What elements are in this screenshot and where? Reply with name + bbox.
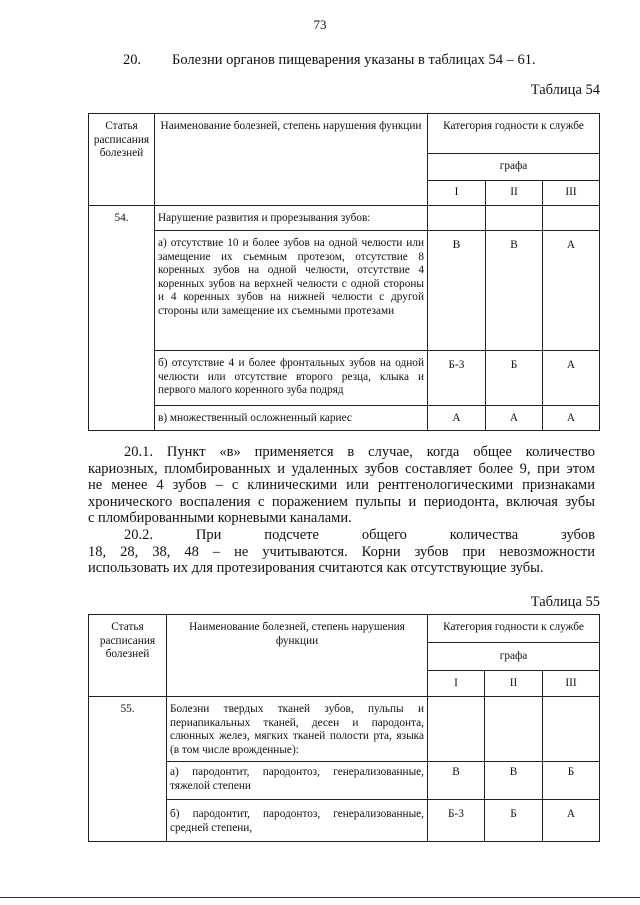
note-20-1-line: хронического воспаления с поражением пульпы и периодонта, включая зубы: [88, 493, 595, 510]
row-cat-1: В: [428, 762, 485, 800]
header-category: Категория годности к службе: [428, 114, 600, 154]
header-disease-name: Наименование болезней, степень нарушения функции: [155, 114, 428, 206]
table-row: [89, 697, 600, 762]
header-col-1: I: [428, 671, 485, 697]
row-cat-1: Б-3: [428, 800, 485, 842]
note-20-1: [88, 444, 595, 527]
note-20-2-line: 18, 28, 38, 48 – не учитываются. Корни зубов при невозможности: [88, 543, 595, 560]
table-55: [88, 614, 600, 842]
table-54-caption: Таблица 54: [530, 82, 600, 98]
header-col-3: III: [543, 181, 600, 206]
row-cat-1: [428, 206, 486, 231]
article-number: 55.: [89, 697, 167, 842]
note-20-1-line: кариозных, пломбированных и удаленных зубов составляет более 9, при этом: [88, 460, 595, 477]
header-disease-name: Наименование болезней, степень нарушения функции: [167, 615, 428, 697]
note-20-1-line: с пломбированными корневыми каналами.: [88, 510, 352, 526]
row-desc: Нарушение развития и прорезывания зубов:: [155, 206, 428, 231]
header-col-2: II: [485, 671, 543, 697]
header-col-1: I: [428, 181, 486, 206]
row-desc: а) пародонтит, пародонтоз, генерализованные, тяжелой степени: [167, 762, 428, 800]
row-desc: б) отсутствие 4 и более фронтальных зубов на одной челюсти или отсутствие второго резца, клыка и первого малого коренного зуба подряд: [155, 351, 428, 406]
row-desc: а) отсутствие 10 и более зубов на одной челюсти или замещение их съемным протезом, отсутствие 8 коренных зубов на одной челюсти, отсутствие 4 коренных зубов на верхней челюсти с одной стороны и 4 коренных зубов на нижней челюсти с другой стороны или замещение их съемными протезами: [155, 231, 428, 351]
page-number: 73: [313, 17, 327, 32]
row-cat-3: А: [543, 800, 600, 842]
table-row: [89, 231, 600, 351]
row-cat-3: А: [543, 406, 600, 431]
row-cat-3: [543, 697, 600, 762]
note-20-1-line: 20.1. Пункт «в» применяется в случае, когда общее количество: [124, 444, 595, 460]
section-intro: [123, 52, 536, 69]
note-20-2: [88, 527, 595, 577]
header-article: Статья расписания болезней: [89, 615, 167, 697]
header-article: Статья расписания болезней: [89, 114, 155, 206]
row-cat-2: Б: [486, 351, 543, 406]
row-cat-1: [428, 697, 485, 762]
note-20-2-line: использовать их для протезирования считаются как отсутствующие зубы.: [88, 560, 544, 576]
table-row: [89, 406, 600, 431]
section-intro-text: Болезни органов пищеварения указаны в таблицах 54 – 61.: [172, 52, 536, 68]
row-cat-2: [485, 697, 543, 762]
row-cat-3: Б: [543, 762, 600, 800]
row-desc: б) пародонтит, пародонтоз, генерализованные, средней степени,: [167, 800, 428, 842]
row-cat-1: В: [428, 231, 486, 351]
section-number: 20.: [123, 52, 142, 68]
row-cat-3: А: [543, 231, 600, 351]
header-col-2: II: [486, 181, 543, 206]
table-55-caption: Таблица 55: [530, 594, 600, 610]
header-grafa: графа: [428, 643, 600, 671]
note-20-1-line: не менее 4 зубов – с клиническими или рентгенологическими признаками: [88, 477, 595, 493]
header-category: Категория годности к службе: [428, 615, 600, 643]
row-cat-1: Б-3: [428, 351, 486, 406]
row-cat-2: В: [485, 762, 543, 800]
table-54: [88, 113, 600, 431]
row-cat-2: [486, 206, 543, 231]
article-number: 54.: [89, 206, 155, 431]
header-grafa: графа: [428, 154, 600, 181]
page-bottom-divider: [0, 897, 640, 898]
table-row: [89, 351, 600, 406]
row-cat-3: А: [543, 351, 600, 406]
row-cat-2: В: [486, 231, 543, 351]
table-row: [89, 206, 600, 231]
row-desc: Болезни твердых тканей зубов, пульпы и периапикальных тканей, десен и пародонта, слюнных желез, мягких тканей полости рта, языка (в том числе врожденные):: [167, 697, 428, 762]
row-desc: в) множественный осложненный кариес: [155, 406, 428, 431]
row-cat-3: [543, 206, 600, 231]
note-20-2-line: 20.2. При подсчете общего количества зубов: [124, 527, 595, 543]
header-col-3: III: [543, 671, 600, 697]
row-cat-2: Б: [485, 800, 543, 842]
row-cat-2: А: [486, 406, 543, 431]
row-cat-1: А: [428, 406, 486, 431]
